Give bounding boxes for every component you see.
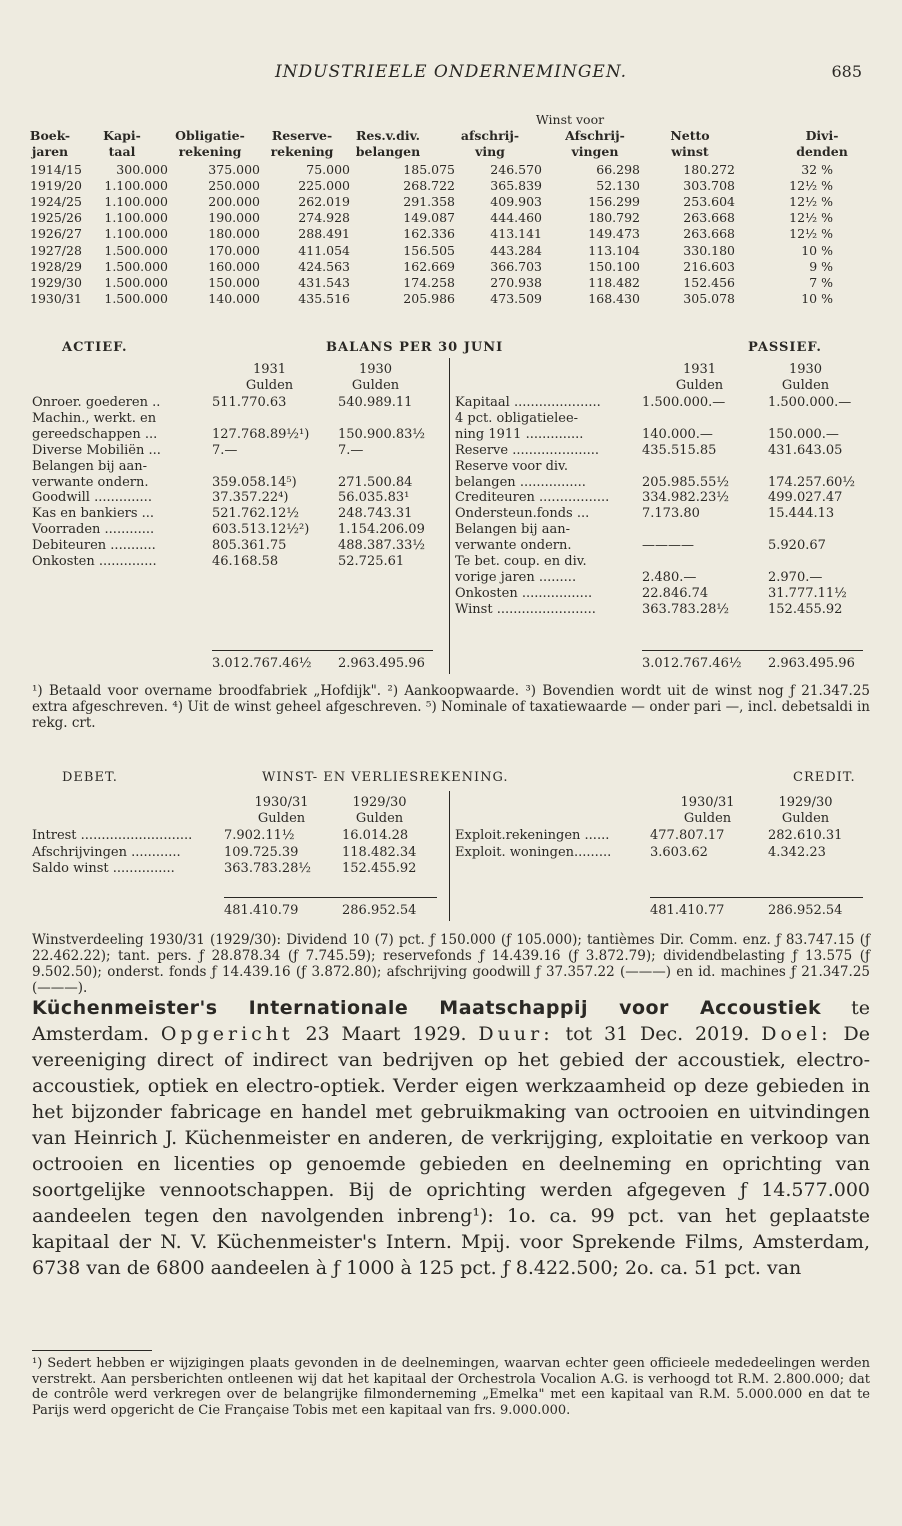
table-cell: 473.509 xyxy=(490,290,542,306)
total-rule xyxy=(224,897,437,898)
table-cell: 150.000 xyxy=(208,274,260,290)
debit-label: Afschrijvingen ............ xyxy=(32,844,181,860)
debit-value-a: 511.770.63 xyxy=(212,395,287,410)
credit-label: belangen ................ xyxy=(455,474,586,490)
table-cell: 160.000 xyxy=(208,258,260,274)
table-cell: 1928/29 xyxy=(30,258,82,274)
table-cell: 1.500.000 xyxy=(104,258,168,274)
credit-value-a: 477.807.17 xyxy=(650,828,725,843)
credit-value-b: 5.920.67 xyxy=(768,538,826,554)
winstverdeeling: Winstverdeeling 1930/31 (1929/30): Dividend 10 (7) pct. ƒ 150.000 (ƒ 105.000); tantièmes Dir. Comm. enz. ƒ 83.747.15 (ƒ 22.462.22); tant. pers. ƒ 28.878.34 (ƒ 7.745.59); reservefonds ƒ 14.439.16 (ƒ 3.872.79); dividendbelasting ƒ 13.575 (ƒ 9.502.50); onderst. fonds ƒ 14.439.16 (ƒ 3.872.80); afschrijving goodwill ƒ 37.357.22 (———) en id. machines ƒ 21.347.25 (———). xyxy=(32,932,870,996)
table-cell: 1925/26 xyxy=(30,210,82,226)
table-cell: 7 % xyxy=(809,274,833,290)
table-cell: 268.722 xyxy=(403,178,455,194)
table-cell: 366.703 xyxy=(490,258,542,274)
footnote-rule xyxy=(32,1350,152,1351)
debit-label: Goodwill .............. xyxy=(32,490,152,506)
credit-label: Ondersteun.fonds ... xyxy=(455,506,590,522)
running-header: INDUSTRIEELE ONDERNEMINGEN. xyxy=(274,62,628,82)
credit-label: Reserve ..................... xyxy=(455,442,600,458)
table-cell: 409.903 xyxy=(490,194,542,210)
credit-label: verwante ondern. xyxy=(455,538,572,554)
table-cell: 1926/27 xyxy=(30,226,82,242)
debet-label: DEBET. xyxy=(62,770,118,785)
table-row xyxy=(30,259,865,275)
company-name: Küchenmeister's Internationale Maatschappij voor Accoustiek xyxy=(32,997,822,1019)
column-divider xyxy=(449,791,450,921)
page-number: 685 xyxy=(831,62,862,81)
duur-label: Duur: xyxy=(478,1023,554,1045)
credit-label: Exploit. woningen......... xyxy=(455,844,612,860)
table-cell: 413.141 xyxy=(490,226,542,242)
debit-label: Intrest ........................... xyxy=(32,828,193,843)
table-cell: 1924/25 xyxy=(30,194,82,210)
table-cell: 435.516 xyxy=(298,290,350,306)
table-cell: 263.668 xyxy=(683,226,735,242)
year-header: 1930/31 xyxy=(680,795,735,810)
table-cell: 253.604 xyxy=(683,194,735,210)
table-cell: 174.258 xyxy=(403,274,455,290)
credit-value-a: 22.846.74 xyxy=(642,585,709,601)
table-cell: 1.500.000 xyxy=(104,290,168,306)
debit-label: Saldo winst ............... xyxy=(32,861,175,876)
doel-label: Doel: xyxy=(761,1023,832,1045)
debit-value-b: 271.500.84 xyxy=(338,474,413,490)
credit-value-a: 205.985.55½ xyxy=(642,474,730,490)
table-cell: 180.792 xyxy=(588,210,640,226)
debit-value-b: 52.725.61 xyxy=(338,554,405,569)
column-header: Afschrij- vingen xyxy=(565,128,625,159)
table-cell: 270.938 xyxy=(490,274,542,290)
debit-value-a: 7.902.11½ xyxy=(224,828,295,843)
wv-title: WINST- EN VERLIESREKENING. xyxy=(262,770,509,785)
table-cell: 200.000 xyxy=(208,194,260,210)
debit-value-a: 37.357.22⁴) xyxy=(212,490,289,506)
table-cell: 66.298 xyxy=(596,162,640,177)
table-cell: 431.543 xyxy=(298,274,350,290)
unit-header: Gulden xyxy=(355,811,404,826)
debit-value-a: 359.058.14⁵) xyxy=(212,474,297,490)
table-cell: 113.104 xyxy=(588,242,640,258)
table-cell: 1927/28 xyxy=(30,242,82,258)
table-row xyxy=(30,243,865,259)
credit-label: Reserve voor div. xyxy=(455,458,568,474)
total-credit-a: 3.012.767.46½ xyxy=(642,656,742,671)
credit-value-b: 282.610.31 xyxy=(768,828,843,843)
debit-label: gereedschappen ... xyxy=(32,426,158,442)
credit-value-b: 431.643.05 xyxy=(768,442,843,458)
table-cell: 1.500.000 xyxy=(104,274,168,290)
debit-value-b: 152.455.92 xyxy=(342,861,417,876)
debit-value-a: 109.725.39 xyxy=(224,844,299,860)
debit-value-b: 118.482.34 xyxy=(342,844,417,860)
year-header: 1929/30 xyxy=(778,795,833,810)
table-cell: 140.000 xyxy=(208,290,260,306)
year-header: 1931 xyxy=(682,362,717,377)
credit-value-b: 150.000.— xyxy=(768,426,839,442)
actief-label: ACTIEF. xyxy=(62,340,128,355)
credit-value-a: ———— xyxy=(642,538,694,554)
table-row xyxy=(30,226,865,242)
credit-value-a: 334.982.23½ xyxy=(642,490,730,506)
table-cell: 288.491 xyxy=(298,226,350,242)
debit-value-a: 46.168.58 xyxy=(212,554,279,569)
company-location: te Amsterdam. xyxy=(32,997,871,1045)
credit-value-b: 1.500.000.— xyxy=(768,395,852,410)
credit-value-b: 174.257.60½ xyxy=(768,474,856,490)
debit-label: Diverse Mobiliën ... xyxy=(32,442,161,458)
balans-notes: ¹) Betaald voor overname broodfabriek „Hofdijk". ²) Aankoopwaarde. ³) Bovendien wordt uit de winst nog ƒ 21.347.25 extra afgeschreven. ⁴) Uit de winst geheel afgeschreven. ⁵) Nominale of taxatiewaarde — onder pari —, incl. debetsaldi in rekg. crt. xyxy=(32,683,870,731)
table-cell: 12½ % xyxy=(789,178,833,194)
debit-label: Belangen bij aan- xyxy=(32,458,147,474)
table-cell: 205.986 xyxy=(403,290,455,306)
total-credit-b: 2.963.495.96 xyxy=(768,656,855,671)
total-rule xyxy=(212,650,433,651)
winst-voor-label: Winst voor xyxy=(535,112,605,127)
table-cell: 149.087 xyxy=(403,210,455,226)
column-header: Reserve- rekening xyxy=(270,128,334,159)
total-rule xyxy=(650,897,863,898)
debit-value-a: 521.762.12½ xyxy=(212,506,300,522)
credit-value-b: 4.342.23 xyxy=(768,844,826,860)
table-row xyxy=(30,178,865,194)
credit-value-b: 31.777.11½ xyxy=(768,585,847,601)
duur-value: tot 31 Dec. 2019. xyxy=(553,1023,762,1045)
table-cell: 32 % xyxy=(801,162,833,177)
debit-value-b: 56.035.83¹ xyxy=(338,490,410,506)
table-cell: 443.284 xyxy=(490,242,542,258)
table-cell: 305.078 xyxy=(683,290,735,306)
table-cell: 10 % xyxy=(801,290,833,306)
table-row xyxy=(30,210,865,226)
table-row xyxy=(30,162,865,178)
passief-label: PASSIEF. xyxy=(748,340,822,355)
unit-header: Gulden xyxy=(781,378,830,393)
debit-value-b: 7.— xyxy=(338,442,364,458)
debit-label: Kas en bankiers ... xyxy=(32,506,155,522)
table-cell: 330.180 xyxy=(683,242,735,258)
debit-label: Machin., werkt. en xyxy=(32,410,157,426)
year-header: 1930/31 xyxy=(254,795,309,810)
column-header: Res.v.div. belangen xyxy=(355,128,421,159)
table-cell: 12½ % xyxy=(789,194,833,210)
credit-label: Belangen bij aan- xyxy=(455,522,570,538)
credit-value-a: 7.173.80 xyxy=(642,506,700,522)
total-debit-a: 481.410.79 xyxy=(224,903,299,918)
credit-value-b: 2.970.— xyxy=(768,569,823,585)
credit-label: vorige jaren ......... xyxy=(455,569,577,585)
table-cell: 162.669 xyxy=(403,258,455,274)
credit-value-a: 363.783.28½ xyxy=(642,601,730,617)
year-header: 1930 xyxy=(358,362,393,377)
table-cell: 1.100.000 xyxy=(104,226,168,242)
table-cell: 1930/31 xyxy=(30,290,82,306)
table-cell: 180.272 xyxy=(683,162,735,177)
debit-label: Voorraden ............ xyxy=(32,522,155,538)
table-cell: 274.928 xyxy=(298,210,350,226)
balans-title: BALANS PER 30 JUNI xyxy=(326,340,504,355)
debit-label: Onroer. goederen .. xyxy=(32,395,161,410)
credit-value-a: 140.000.— xyxy=(642,426,713,442)
table-cell: 1919/20 xyxy=(30,178,82,194)
column-header: afschrij- ving xyxy=(460,128,520,159)
table-row xyxy=(30,275,865,291)
debit-label: Onkosten .............. xyxy=(32,554,157,569)
debit-value-b: 540.989.11 xyxy=(338,395,413,410)
year-header: 1931 xyxy=(252,362,287,377)
footnote: ¹) Sedert hebben er wijzigingen plaats gevonden in de deelnemingen, waarvan echter geen officieele mededeelingen werden verstrekt. Aan persberichten ontleenen wij dat het kapitaal der Orchestrola Vocalion A.G. is verhoogd tot R.M. 2.800.000; dat de contrôle werd verkregen over de belangrijke filmonderneming „Emelka" met een kapitaal van R.M. 5.000.000 en dat te Parijs werd opgericht de Cie Française Tobis met een kapitaal van frs. 9.000.000. xyxy=(32,1356,870,1418)
credit-value-a: 1.500.000.— xyxy=(642,395,726,410)
unit-header: Gulden xyxy=(683,811,732,826)
table-cell: 250.000 xyxy=(208,178,260,194)
table-cell: 12½ % xyxy=(789,210,833,226)
credit-value-a: 3.603.62 xyxy=(650,844,708,860)
credit-label: 4 pct. obligatielee- xyxy=(455,410,579,426)
table-cell: 185.075 xyxy=(403,162,455,177)
column-header: Divi- denden xyxy=(796,128,848,159)
table-cell: 216.603 xyxy=(683,258,735,274)
year-header: 1930 xyxy=(788,362,823,377)
credit-label: Exploit.rekeningen ...... xyxy=(455,828,610,843)
credit-label: ning 1911 .............. xyxy=(455,426,584,442)
table-cell: 300.000 xyxy=(116,162,168,177)
total-debit-b: 286.952.54 xyxy=(342,903,417,918)
table-cell: 75.000 xyxy=(306,162,350,177)
table-cell: 149.473 xyxy=(588,226,640,242)
unit-header: Gulden xyxy=(257,811,306,826)
total-debit-b: 2.963.495.96 xyxy=(338,656,425,671)
debit-value-a: 805.361.75 xyxy=(212,538,287,554)
table-cell: 1929/30 xyxy=(30,274,82,290)
credit-value-a: 2.480.— xyxy=(642,569,697,585)
table-cell: 12½ % xyxy=(789,226,833,242)
credit-value-a: 435.515.85 xyxy=(642,442,717,458)
total-credit-a: 481.410.77 xyxy=(650,903,725,918)
debit-value-b: 150.900.83½ xyxy=(338,426,426,442)
table-cell: 411.054 xyxy=(298,242,350,258)
credit-label: Kapitaal ..................... xyxy=(455,395,601,410)
credit-label: Crediteuren ................. xyxy=(455,490,610,506)
table-cell: 303.708 xyxy=(683,178,735,194)
table-row xyxy=(30,291,865,307)
table-cell: 1.100.000 xyxy=(104,194,168,210)
table-cell: 246.570 xyxy=(490,162,542,177)
table-cell: 1.100.000 xyxy=(104,178,168,194)
table-row xyxy=(30,194,865,210)
table-cell: 1.500.000 xyxy=(104,242,168,258)
table-cell: 162.336 xyxy=(403,226,455,242)
credit-value-b: 15.444.13 xyxy=(768,506,835,522)
table-cell: 444.460 xyxy=(490,210,542,226)
credit-value-b: 152.455.92 xyxy=(768,601,843,617)
opgericht-label: Opgericht xyxy=(160,1023,294,1045)
column-header: Netto winst xyxy=(670,128,710,159)
table-cell: 225.000 xyxy=(298,178,350,194)
unit-header: Gulden xyxy=(351,378,400,393)
debit-value-b: 1.154.206.09 xyxy=(338,522,425,538)
table-cell: 10 % xyxy=(801,242,833,258)
table-cell: 263.668 xyxy=(683,210,735,226)
table-cell: 170.000 xyxy=(208,242,260,258)
table-cell: 365.839 xyxy=(490,178,542,194)
debit-value-b: 248.743.31 xyxy=(338,506,413,522)
credit-value-b: 499.027.47 xyxy=(768,490,843,506)
debit-value-a: 603.513.12½²) xyxy=(212,522,310,538)
table-cell: 9 % xyxy=(809,258,833,274)
table-cell: 152.456 xyxy=(683,274,735,290)
table-cell: 424.563 xyxy=(298,258,350,274)
table-cell: 150.100 xyxy=(588,258,640,274)
table-cell: 1914/15 xyxy=(30,162,82,177)
credit-label: Winst ........................ xyxy=(455,601,596,617)
column-header: Boek- jaren xyxy=(29,128,71,159)
credit-label: CREDIT. xyxy=(793,770,856,785)
total-debit-a: 3.012.767.46½ xyxy=(212,656,312,671)
total-credit-b: 286.952.54 xyxy=(768,903,843,918)
debit-label: Debiteuren ........... xyxy=(32,538,156,554)
table-cell: 156.505 xyxy=(403,242,455,258)
debit-value-a: 7.— xyxy=(212,442,238,458)
debit-value-a: 363.783.28½ xyxy=(224,861,312,876)
unit-header: Gulden xyxy=(781,811,830,826)
company-description xyxy=(32,995,870,1281)
credit-label: Onkosten ................. xyxy=(455,585,593,601)
table-cell: 1.100.000 xyxy=(104,210,168,226)
table-cell: 52.130 xyxy=(596,178,640,194)
table-cell: 190.000 xyxy=(208,210,260,226)
table-cell: 156.299 xyxy=(588,194,640,210)
unit-header: Gulden xyxy=(675,378,724,393)
table-cell: 180.000 xyxy=(208,226,260,242)
table-cell: 262.019 xyxy=(298,194,350,210)
table-cell: 118.482 xyxy=(588,274,640,290)
year-header: 1929/30 xyxy=(352,795,407,810)
total-rule xyxy=(642,650,863,651)
column-header: Obligatie- rekening xyxy=(175,128,245,159)
unit-header: Gulden xyxy=(245,378,294,393)
doel-text: De vereeniging direct of indirect van bedrijven op het gebied der accoustiek, electro-accoustiek, optiek en electro-optiek. Verder eigen werkzaamheid op deze gebieden in het bijzonder fabricage en handel met gebruikmaking van octrooien en uitvindingen van Heinrich J. Küchenmeister en anderen, de verkrijging, exploitatie en verkoop van octrooien en licenties op genoemde gebieden en deelneming en oprichting van soortgelijke vennootschappen. Bij de oprichting werden afgegeven ƒ 14.577.000 aandeelen tegen den navolgenden inbreng¹): 1o. ca. 99 pct. van het geplaatste kapitaal der N. V. Küchenmeister's Intern. Mpij. voor Sprekende Films, Amsterdam, 6738 van de 6800 aandeelen à ƒ 1000 à 125 pct. ƒ 8.422.500; 2o. ca. 51 pct. van xyxy=(32,1023,870,1279)
table-cell: 375.000 xyxy=(208,162,260,177)
table-cell: 291.358 xyxy=(403,194,455,210)
table-cell: 168.430 xyxy=(588,290,640,306)
debit-label: verwante ondern. xyxy=(32,474,149,490)
credit-label: Te bet. coup. en div. xyxy=(455,554,587,569)
debit-value-b: 16.014.28 xyxy=(342,828,409,843)
column-header: Kapi- taal xyxy=(103,128,141,159)
debit-value-b: 488.387.33½ xyxy=(338,538,426,554)
column-divider xyxy=(449,358,450,674)
opgericht-value: 23 Maart 1929. xyxy=(293,1023,479,1045)
debit-value-a: 127.768.89½¹) xyxy=(212,426,310,442)
